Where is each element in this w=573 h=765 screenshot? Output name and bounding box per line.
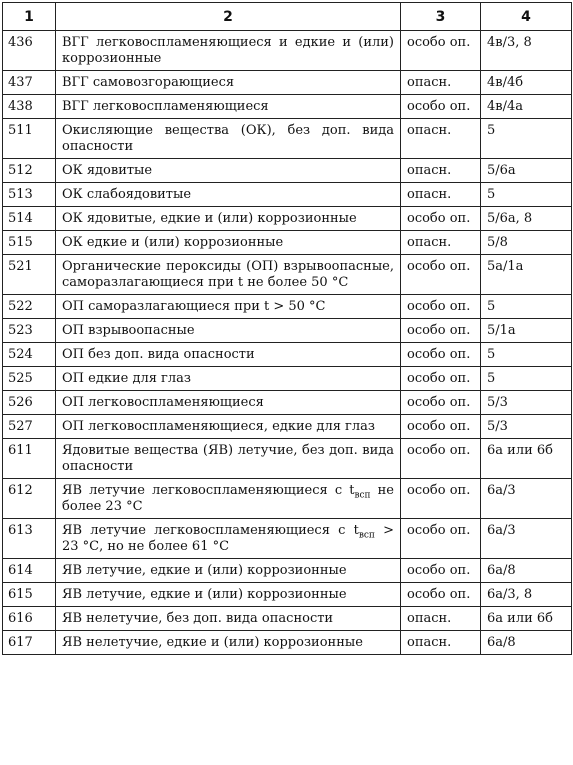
table-row — [3, 183, 572, 207]
cell-danger-level: особо оп. — [401, 391, 481, 415]
cell-code: 523 — [3, 319, 56, 343]
cell-hazard-label: 5 — [481, 183, 572, 207]
cell-hazard-label: 6а/3 — [481, 479, 572, 519]
cell-name: ОП взрывоопасные — [56, 319, 401, 343]
cell-danger-level: особо оп. — [401, 255, 481, 295]
cell-code: 524 — [3, 343, 56, 367]
table-row — [3, 71, 572, 95]
table-row — [3, 439, 572, 479]
cell-danger-level: особо оп. — [401, 343, 481, 367]
cell-code: 614 — [3, 559, 56, 583]
column-header-4: 4 — [481, 3, 572, 31]
cell-name-text: > 23 °С, но не более 61 °С — [62, 523, 395, 554]
cell-danger-level: опасн. — [401, 631, 481, 655]
table-row — [3, 207, 572, 231]
table-row — [3, 519, 572, 559]
cell-name: ОП саморазлагающиеся при t > 50 °С — [56, 295, 401, 319]
cell-danger-level: особо оп. — [401, 207, 481, 231]
cell-hazard-label: 5/8 — [481, 231, 572, 255]
cell-danger-level: особо оп. — [401, 295, 481, 319]
table-row — [3, 583, 572, 607]
table-row — [3, 159, 572, 183]
table-row — [3, 295, 572, 319]
cell-hazard-label: 6а/3 — [481, 519, 572, 559]
cell-name: ВГГ самовозгорающиеся — [56, 71, 401, 95]
cell-danger-level: особо оп. — [401, 415, 481, 439]
column-header-1: 1 — [3, 3, 56, 31]
cell-hazard-label: 5/3 — [481, 415, 572, 439]
cell-name: ОП легковоспламеняющиеся — [56, 391, 401, 415]
cell-hazard-label: 5 — [481, 343, 572, 367]
cell-name: ОП легковоспламеняющиеся, едкие для глаз — [56, 415, 401, 439]
table-row — [3, 343, 572, 367]
table-row — [3, 255, 572, 295]
cell-hazard-label: 5 — [481, 367, 572, 391]
cell-hazard-label: 4в/4б — [481, 71, 572, 95]
cell-name: ОК едкие и (или) коррозионные — [56, 231, 401, 255]
cell-code: 438 — [3, 95, 56, 119]
cell-hazard-label: 5 — [481, 119, 572, 159]
cell-name: ЯВ нелетучие, без доп. вида опасности — [56, 607, 401, 631]
cell-hazard-label: 6а/8 — [481, 559, 572, 583]
table-row — [3, 119, 572, 159]
cell-danger-level: особо оп. — [401, 583, 481, 607]
table-row — [3, 367, 572, 391]
cell-code: 521 — [3, 255, 56, 295]
cell-danger-level: опасн. — [401, 183, 481, 207]
cell-hazard-label: 5а/1а — [481, 255, 572, 295]
table-row — [3, 95, 572, 119]
header-row — [3, 3, 572, 31]
cell-code: 515 — [3, 231, 56, 255]
cell-name: ОК слабоядовитые — [56, 183, 401, 207]
cell-name: ВГГ легковоспламеняющиеся — [56, 95, 401, 119]
cell-danger-level: особо оп. — [401, 367, 481, 391]
cell-danger-level: опасн. — [401, 71, 481, 95]
cell-code: 616 — [3, 607, 56, 631]
cell-name: ЯВ нелетучие, едкие и (или) коррозионные — [56, 631, 401, 655]
cell-name: ОК ядовитые, едкие и (или) коррозионные — [56, 207, 401, 231]
cell-code: 611 — [3, 439, 56, 479]
cell-name-text: не более 23 °С — [62, 483, 395, 514]
cell-hazard-label: 6а или 6б — [481, 439, 572, 479]
cell-code: 437 — [3, 71, 56, 95]
table-row — [3, 415, 572, 439]
cell-name: Органические пероксиды (ОП) взрывоопасные, саморазлагающиеся при t не более 50 °С — [56, 255, 401, 295]
cell-code: 436 — [3, 31, 56, 71]
cell-danger-level: опасн. — [401, 159, 481, 183]
cell-name: Ядовитые вещества (ЯВ) летучие, без доп. вида опасности — [56, 439, 401, 479]
cell-code: 617 — [3, 631, 56, 655]
table-row — [3, 391, 572, 415]
cell-name: ЯВ летучие, едкие и (или) коррозионные — [56, 559, 401, 583]
cell-name-text: ЯВ летучие легковоспламеняющиеся с t — [62, 483, 355, 498]
column-header-2: 2 — [56, 3, 401, 31]
cell-name: ОП без доп. вида опасности — [56, 343, 401, 367]
cell-hazard-label: 5/3 — [481, 391, 572, 415]
cell-code: 615 — [3, 583, 56, 607]
table-row — [3, 319, 572, 343]
cell-hazard-label: 6а или 6б — [481, 607, 572, 631]
cell-code: 512 — [3, 159, 56, 183]
cell-code: 612 — [3, 479, 56, 519]
cell-code: 514 — [3, 207, 56, 231]
table-row — [3, 31, 572, 71]
table-row — [3, 559, 572, 583]
cell-name: Окисляющие вещества (ОК), без доп. вида опасности — [56, 119, 401, 159]
cell-name-subscript: всп — [358, 530, 375, 541]
cell-hazard-label: 4в/3, 8 — [481, 31, 572, 71]
cell-name-text: ЯВ летучие легковоспламеняющиеся с t — [62, 523, 359, 538]
cell-name: ЯВ летучие, едкие и (или) коррозионные — [56, 583, 401, 607]
cell-hazard-label: 5 — [481, 295, 572, 319]
table-row — [3, 631, 572, 655]
cell-code: 526 — [3, 391, 56, 415]
cell-hazard-label: 6а/8 — [481, 631, 572, 655]
cell-danger-level: опасн. — [401, 231, 481, 255]
cell-danger-level: опасн. — [401, 607, 481, 631]
hazard-classification-table — [2, 2, 572, 655]
cell-name: ОП едкие для глаз — [56, 367, 401, 391]
cell-danger-level: особо оп. — [401, 439, 481, 479]
cell-danger-level: особо оп. — [401, 319, 481, 343]
cell-hazard-label: 5/6а — [481, 159, 572, 183]
cell-danger-level: особо оп. — [401, 479, 481, 519]
table-row — [3, 479, 572, 519]
cell-hazard-label: 4в/4а — [481, 95, 572, 119]
cell-name — [56, 519, 401, 559]
cell-code: 525 — [3, 367, 56, 391]
cell-name: ОК ядовитые — [56, 159, 401, 183]
cell-code: 513 — [3, 183, 56, 207]
cell-code: 522 — [3, 295, 56, 319]
cell-danger-level: особо оп. — [401, 95, 481, 119]
cell-danger-level: особо оп. — [401, 519, 481, 559]
cell-danger-level: опасн. — [401, 119, 481, 159]
cell-name: ВГГ легковоспламеняющиеся и едкие и (или) коррозионные — [56, 31, 401, 71]
column-header-3: 3 — [401, 3, 481, 31]
cell-name — [56, 479, 401, 519]
cell-danger-level: особо оп. — [401, 31, 481, 71]
cell-code: 613 — [3, 519, 56, 559]
table-row — [3, 607, 572, 631]
cell-hazard-label: 6а/3, 8 — [481, 583, 572, 607]
table-row — [3, 231, 572, 255]
table-body — [3, 31, 572, 655]
cell-name-subscript: всп — [354, 490, 371, 501]
cell-code: 511 — [3, 119, 56, 159]
cell-danger-level: особо оп. — [401, 559, 481, 583]
cell-code: 527 — [3, 415, 56, 439]
cell-hazard-label: 5/6а, 8 — [481, 207, 572, 231]
cell-hazard-label: 5/1а — [481, 319, 572, 343]
